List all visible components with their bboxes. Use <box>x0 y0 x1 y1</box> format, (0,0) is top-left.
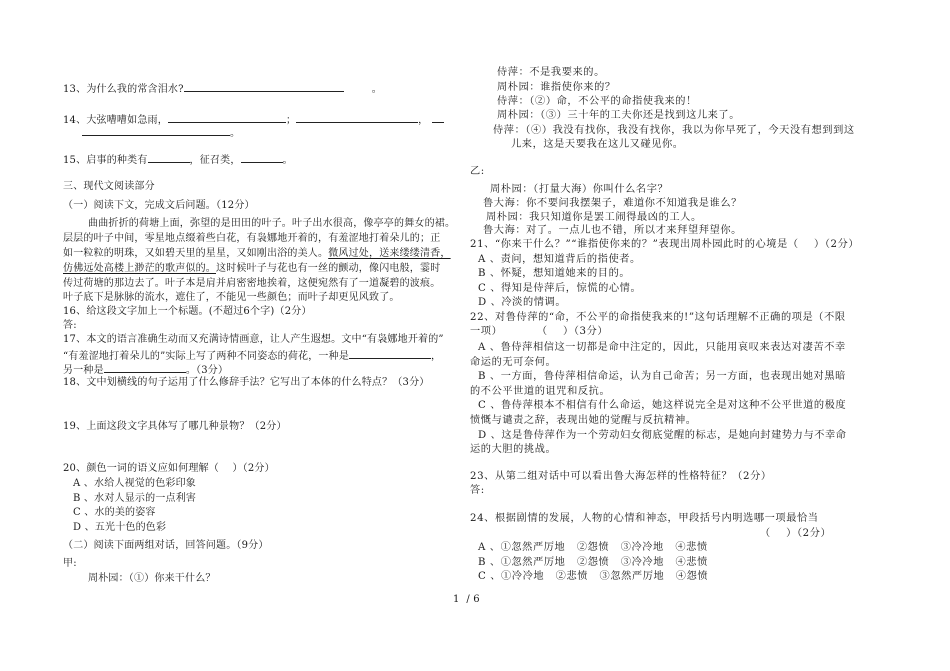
question-15-mid: ，征召类， <box>189 155 241 166</box>
question-14-sep2: ， <box>418 115 429 126</box>
option-b: B 、怀疑，想知道她来的目的。 <box>478 268 631 279</box>
dialogue-line: 周朴园：谁指使你来的？ <box>497 82 616 93</box>
passage-line: 层层的叶子中间，零星地点缀着些白花，有袅娜地开着的，有羞涩地打着朵儿的；正 <box>63 233 441 244</box>
dialogue-line: 侍萍：不是我要来的。 <box>497 67 605 78</box>
answer-blank <box>82 125 230 136</box>
section-heading: 三、现代文阅读部分 <box>63 181 155 192</box>
dialogue-line: 鲁大海：你不要问我摆架子，难道你不知道我是谁么？ <box>483 198 742 209</box>
question-17-text: “有羞涩地打着朵儿的”实际上写了两种不同姿态的荷花，一种是 <box>63 351 350 362</box>
passage-text: 这时候叶子与花也有一丝的颤动，像闪电般，霎时 <box>216 263 441 274</box>
dialogue-line: 周朴园：我只知道你是罢工闹得最凶的工人。 <box>486 212 702 223</box>
question-17-line3 <box>63 362 228 377</box>
question-24-line1: 24、根据剧情的发展，人物的心情和神态，甲段括号内明选哪一项最恰当 <box>470 513 819 524</box>
dialogue-line: 侍萍：（④）我没有找你，我没有找你，我以为你早死了，今天没有想到到这 <box>493 125 855 136</box>
question-15-prompt: 15、启事的种类有 <box>63 155 148 166</box>
question-20: 20、颜色一词的语义应如何理解（ ）（2分） <box>63 463 275 474</box>
answer-blank <box>432 112 444 123</box>
question-13 <box>63 81 382 96</box>
passage-line <box>63 247 451 260</box>
passage-line: 叶子底下是脉脉的流水，遮住了，不能见一些颜色；而叶子却更见风致了。 <box>63 292 400 303</box>
answer-label: 答: <box>470 485 485 496</box>
answer-blank <box>241 152 283 163</box>
answer-blank <box>168 112 286 123</box>
part-2-heading: （二）阅读下面两组对话，回答问题。（9分） <box>63 540 269 551</box>
option-b-cont: 的不公平世道的诅咒和反抗。 <box>470 386 611 397</box>
answer-blank <box>184 81 344 92</box>
passage-line: 曲曲折折的荷塘上面，弥望的是田田的叶子。叶子出水很高，像亭亭的舞女的裙。 <box>88 218 456 229</box>
question-14-end: 。 <box>230 128 241 139</box>
option-d-cont: 运的大胆的挑战。 <box>470 444 557 455</box>
option-b: B 、水对人显示的一点利害 <box>73 493 197 504</box>
dialogue-line: 侍萍：（②）命，不公平的命指使我来的！ <box>497 96 697 107</box>
option-c: C 、得知是侍萍后，惊慌的心情。 <box>478 283 642 294</box>
option-c: C 、①冷冷地 ②悲愤 ③忽然严厉地 ④怨愤 <box>478 571 709 582</box>
question-13-prompt: 13、为什么我的常含泪水? <box>63 84 184 95</box>
question-24-line2: （ ）（2分） <box>760 528 832 539</box>
question-14-line2 <box>82 125 240 140</box>
dialogue-b-label: 乙: <box>470 166 485 177</box>
question-22-line1: 22、对鲁侍萍的“命，不公平的命指使我来的!”这句话理解不正确的项是（不限 <box>470 312 846 323</box>
option-d: D 、冷淡的情调。 <box>478 297 567 308</box>
underlined-sentence: 微风过处，送来缕缕清香， <box>328 248 451 259</box>
question-13-end: 。 <box>371 84 382 95</box>
answer-blank <box>296 112 418 123</box>
underlined-sentence: 仿佛远处高楼上渺茫的歌声似的。 <box>63 263 216 274</box>
option-b: B 、一方面，鲁侍萍相信命运，认为自己命苦；另一方面，也表现出她对黑暗 <box>478 371 846 382</box>
option-d: D 、五光十色的色彩 <box>73 522 167 533</box>
passage-text: 如一粒粒的明珠，又如碧天里的星星，又如刚出浴的美人。 <box>63 248 329 259</box>
dialogue-line: 鲁大海：对了。一点儿也不错，所以才来拜望拜望你。 <box>483 225 742 236</box>
question-15 <box>63 152 293 167</box>
option-b: B 、①忽然严厉地 ②怨愤 ③冷冷地 ④悲愤 <box>478 557 708 568</box>
option-c: C 、水的美的姿容 <box>73 507 156 518</box>
question-17-punct: ， <box>431 351 442 362</box>
question-17-score: 。（3分） <box>185 365 229 376</box>
option-d: D 、这是鲁侍萍作为一个劳动妇女彻底觉醒的标志，是她向封建势力与不幸命 <box>478 430 847 441</box>
dialogue-line: 周朴园：（①）你来干什么？ <box>88 573 216 584</box>
question-22-line2: 一项） （ ）（3分） <box>470 326 609 337</box>
answer-blank <box>148 152 190 163</box>
question-23: 23、从第二组对话中可以看出鲁大海怎样的性格特征？（2分） <box>470 471 772 482</box>
question-17-text: 另一种是 <box>63 365 104 376</box>
option-a: A 、①忽然严厉地 ②怨愤 ③冷冷地 ④悲愤 <box>478 542 708 553</box>
page-number: 1 / 6 <box>453 594 480 605</box>
dialogue-a-label: 甲: <box>63 558 77 569</box>
option-a: A 、水给人视觉的色彩印象 <box>73 478 197 489</box>
passage-line <box>63 262 440 275</box>
option-a: A 、责问，想知道背后的指使者。 <box>478 254 641 265</box>
passage-line: 传过荷塘的那边去了。叶子本是肩并肩密密地挨着，这便宛然有了一道凝碧的波痕。 <box>63 278 441 289</box>
dialogue-line: 儿来，这是天要我在这儿又碰见你。 <box>511 139 684 150</box>
answer-blank <box>104 362 186 373</box>
question-19: 19、上面这段文字具体写了哪几种景物？（2分） <box>63 421 287 432</box>
answer-blank <box>349 348 431 359</box>
question-21: 21、“你来干什么？”“谁指使你来的？”表现出周朴园此时的心境是（ ）（2分） <box>470 239 860 250</box>
option-c: C 、鲁侍萍根本不相信有什么命运，她这样说完全是对这种不公平世道的极度 <box>478 400 847 411</box>
option-a: A 、鲁侍萍相信这一切都是命中注定的，因此，只能用哀叹来表达对凄苦不幸 <box>478 342 846 353</box>
dialogue-line: 周朴园：（③）三十年的工夫你还是找到这儿来了。 <box>497 110 741 121</box>
question-15-end: 。 <box>282 155 293 166</box>
option-c-cont: 愤慨与谴责之辞，表现出她的觉醒与反抗精神。 <box>470 415 697 426</box>
dialogue-line: 周朴园：（打量大海）你叫什么名字？ <box>490 184 669 195</box>
question-14-sep1: ； <box>285 115 297 126</box>
answer-label: 答: <box>63 320 77 331</box>
question-16: 16、给这段文字加上一个标题。(不超过6个字)（2分） <box>63 306 312 317</box>
option-a-cont: 命运的无可奈何。 <box>470 357 557 368</box>
question-17-line1: 17、本文的语言准确生动而又充满诗情画意，让人产生遐想。文中“有袅娜地开着的” <box>63 334 444 345</box>
question-18: 18、文中划横线的句子运用了什么修辞手法？它写出了本体的什么特点？（3分） <box>63 377 430 388</box>
part-1-heading: （一）阅读下文，完成文后问题。（12分） <box>63 200 255 211</box>
question-17-line2 <box>63 348 441 363</box>
question-14-prompt: 14、大弦嘈嘈如急雨， <box>63 115 168 126</box>
